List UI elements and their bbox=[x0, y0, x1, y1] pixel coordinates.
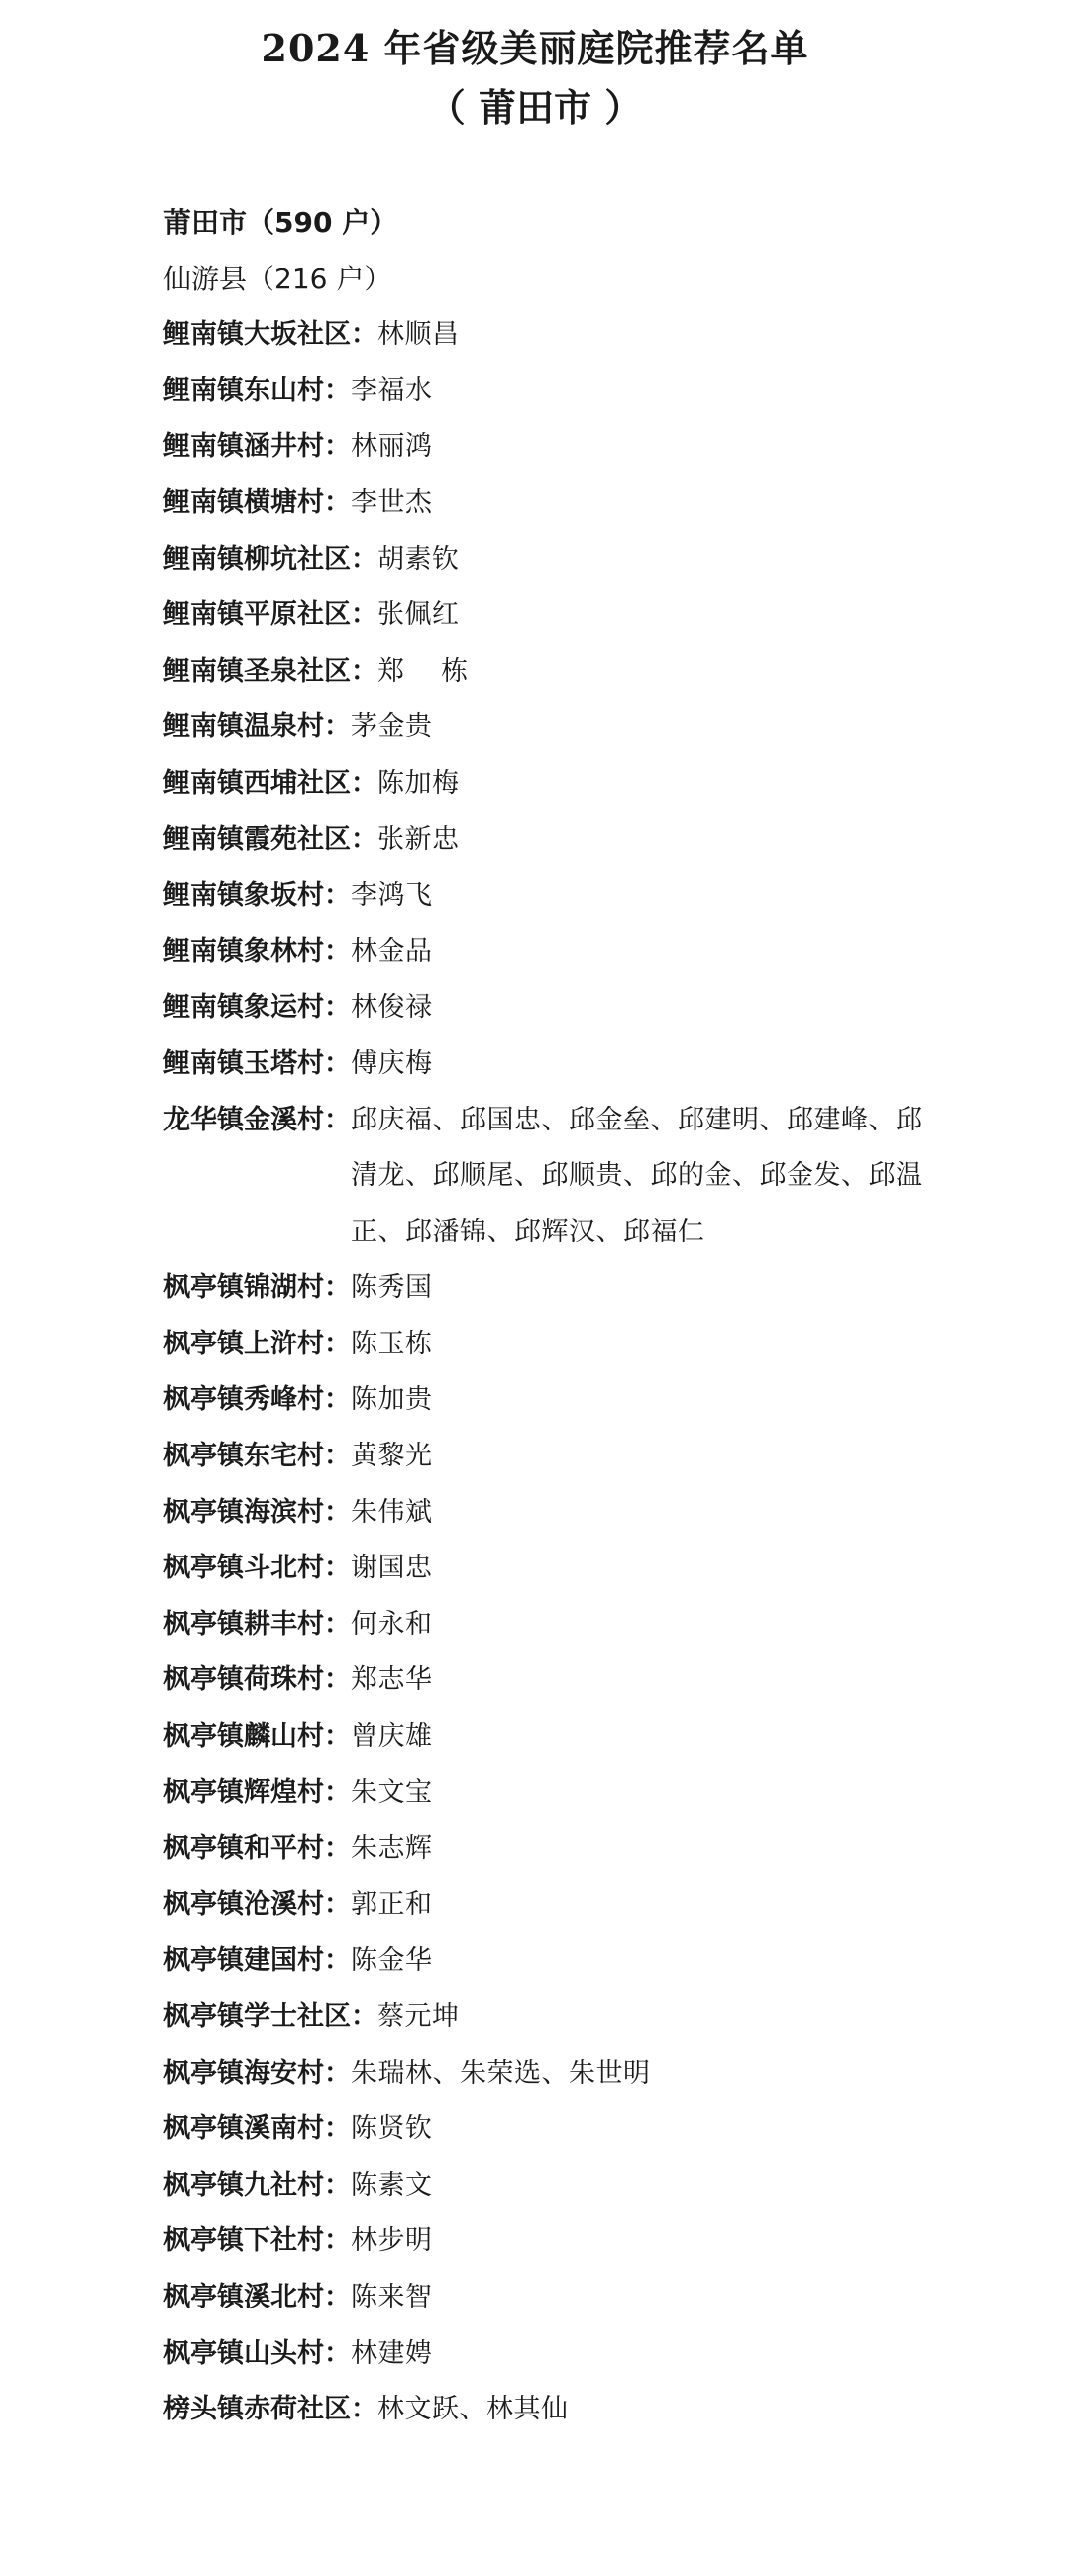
entry-place: 龙华镇金溪村 bbox=[163, 1104, 324, 1135]
entry-place: 枫亭镇耕丰村 bbox=[163, 1608, 324, 1640]
entry-place: 鲤南镇温泉村 bbox=[163, 711, 324, 743]
entry-place: 枫亭镇斗北村 bbox=[163, 1553, 324, 1584]
entry-names: 李福水 bbox=[351, 375, 433, 406]
list-item bbox=[163, 1036, 1035, 1093]
list-item bbox=[163, 868, 1035, 924]
entry-names: 林步明 bbox=[351, 2225, 433, 2257]
list-item bbox=[163, 1372, 1035, 1429]
list-item bbox=[163, 1709, 1035, 1766]
entry-names: 朱瑞林、朱荣选、朱世明 bbox=[351, 2057, 651, 2089]
entry-place: 枫亭镇溪北村 bbox=[163, 2281, 324, 2312]
entry-place: 枫亭镇海滨村 bbox=[163, 1496, 324, 1528]
list-item bbox=[163, 532, 1035, 589]
entry-names: 林建娉 bbox=[351, 2337, 433, 2369]
entry-place: 枫亭镇九社村 bbox=[163, 2169, 324, 2200]
entry-names: 谢国忠 bbox=[351, 1553, 433, 1584]
entry-separator: ： bbox=[324, 1776, 351, 1808]
page-subtitle: （ 莆田市 ） bbox=[427, 85, 643, 130]
list-item bbox=[163, 2046, 1035, 2102]
list-item bbox=[163, 1541, 1035, 1597]
entry-names: 陈素文 bbox=[351, 2169, 433, 2200]
entry-names: 陈加贵 bbox=[351, 1384, 433, 1416]
list-item bbox=[163, 1597, 1035, 1654]
entry-names: 朱文宝 bbox=[351, 1776, 433, 1808]
entry-place: 枫亭镇沧溪村 bbox=[163, 1888, 324, 1920]
entry-separator: ： bbox=[351, 543, 377, 575]
entry-names: 蔡元坤 bbox=[377, 2001, 460, 2032]
entry-place: 枫亭镇东宅村 bbox=[163, 1441, 324, 1472]
list-item bbox=[163, 756, 1035, 812]
entry-separator: ： bbox=[324, 1272, 351, 1304]
entry-names: 陈贤钦 bbox=[351, 2113, 433, 2145]
entry-names: 李世杰 bbox=[351, 486, 433, 518]
entry-names: 李鸿飞 bbox=[351, 880, 433, 912]
entry-place: 鲤南镇大坂社区 bbox=[163, 319, 351, 351]
entry-place: 枫亭镇锦湖村 bbox=[163, 1272, 324, 1304]
entry-place: 鲤南镇圣泉社区 bbox=[163, 655, 351, 687]
list-item bbox=[163, 644, 1035, 700]
entry-separator: ： bbox=[324, 2057, 351, 2089]
entry-place: 鲤南镇横塘村 bbox=[163, 486, 324, 518]
entry-separator: ： bbox=[324, 880, 351, 912]
entry-place: 枫亭镇麟山村 bbox=[163, 1721, 324, 1753]
entry-names: 张佩红 bbox=[377, 599, 460, 631]
list-item bbox=[163, 1429, 1035, 1485]
entry-separator: ： bbox=[324, 2113, 351, 2145]
entry-place: 鲤南镇霞苑社区 bbox=[163, 823, 351, 855]
list-item bbox=[163, 419, 1035, 476]
entry-separator: ： bbox=[324, 1441, 351, 1472]
title-block bbox=[0, 20, 1070, 137]
entry-separator: ： bbox=[324, 375, 351, 406]
list-item bbox=[163, 364, 1035, 420]
entry-place: 榜头镇赤荷社区 bbox=[163, 2394, 351, 2425]
list-item bbox=[163, 1653, 1035, 1709]
entry-separator: ： bbox=[324, 1496, 351, 1528]
entry-separator: ： bbox=[324, 1384, 351, 1416]
entry-names: 陈玉栋 bbox=[351, 1328, 433, 1359]
entry-place: 枫亭镇荷珠村 bbox=[163, 1664, 324, 1696]
list-item bbox=[163, 1260, 1035, 1317]
city-heading: 莆田市（590 户） bbox=[163, 206, 398, 239]
entry-place: 枫亭镇海安村 bbox=[163, 2057, 324, 2089]
entry-names: 林文跃、林其仙 bbox=[377, 2394, 569, 2425]
entry-names: 黄黎光 bbox=[351, 1441, 433, 1472]
entry-place: 鲤南镇象坂村 bbox=[163, 880, 324, 912]
county-heading: 仙游县（216 户） bbox=[163, 262, 392, 295]
list-item bbox=[163, 2101, 1035, 2158]
list-item bbox=[163, 1989, 1035, 2046]
entry-place: 鲤南镇柳坑社区 bbox=[163, 543, 351, 575]
entry-place: 枫亭镇建国村 bbox=[163, 1945, 324, 1977]
entry-place: 鲤南镇平原社区 bbox=[163, 599, 351, 631]
list-item bbox=[163, 1878, 1035, 1934]
entry-separator: ： bbox=[351, 767, 377, 799]
entry-names: 郭正和 bbox=[351, 1888, 433, 1920]
entry-separator: ： bbox=[324, 2337, 351, 2369]
recommendation-list bbox=[163, 195, 1035, 2438]
entry-names: 陈来智 bbox=[351, 2281, 433, 2312]
entry-place: 鲤南镇象林村 bbox=[163, 935, 324, 967]
entry-names: 张新忠 bbox=[377, 823, 460, 855]
entry-separator: ： bbox=[324, 1833, 351, 1865]
entry-names: 郑志华 bbox=[351, 1664, 433, 1696]
entry-separator: ： bbox=[351, 823, 377, 855]
entry-separator: ： bbox=[324, 1553, 351, 1584]
entry-separator: ： bbox=[324, 935, 351, 967]
list-item bbox=[163, 1766, 1035, 1822]
entry-separator: ： bbox=[351, 2394, 377, 2425]
entry-separator: ： bbox=[351, 2001, 377, 2032]
entry-place: 鲤南镇玉塔村 bbox=[163, 1047, 324, 1079]
entry-separator: ： bbox=[351, 655, 377, 687]
entry-place: 枫亭镇下社村 bbox=[163, 2225, 324, 2257]
entry-separator: ： bbox=[324, 711, 351, 743]
entry-names: 朱伟斌 bbox=[351, 1496, 433, 1528]
entry-separator: ： bbox=[324, 1608, 351, 1640]
entry-separator: ： bbox=[324, 1888, 351, 1920]
entry-names: 林金品 bbox=[351, 935, 433, 967]
list-item bbox=[163, 2158, 1035, 2214]
list-item bbox=[163, 1317, 1035, 1373]
entry-names: 茅金贵 bbox=[351, 711, 433, 743]
entry-place: 鲤南镇东山村 bbox=[163, 375, 324, 406]
list-item bbox=[163, 924, 1035, 981]
entry-separator: ： bbox=[324, 431, 351, 463]
entry-names: 曾庆雄 bbox=[351, 1721, 433, 1753]
entry-names: 林丽鸿 bbox=[351, 431, 433, 463]
list-item bbox=[163, 699, 1035, 756]
list-item bbox=[163, 2382, 1035, 2438]
entry-names: 林俊禄 bbox=[351, 992, 433, 1023]
entry-place: 枫亭镇辉煌村 bbox=[163, 1776, 324, 1808]
list-item bbox=[163, 307, 1035, 364]
entry-separator: ： bbox=[324, 2225, 351, 2257]
entry-place: 枫亭镇秀峰村 bbox=[163, 1384, 324, 1416]
entry-separator: ： bbox=[324, 486, 351, 518]
list-item bbox=[163, 1933, 1035, 1989]
list-item bbox=[163, 1485, 1035, 1542]
entry-names: 朱志辉 bbox=[351, 1833, 433, 1865]
list-item bbox=[163, 2270, 1035, 2326]
entry-place: 枫亭镇山头村 bbox=[163, 2337, 324, 2369]
entry-separator: ： bbox=[324, 2169, 351, 2200]
entry-names: 陈加梅 bbox=[377, 767, 460, 799]
entry-place: 枫亭镇溪南村 bbox=[163, 2113, 324, 2145]
entry-separator: ： bbox=[324, 2281, 351, 2312]
list-item bbox=[163, 2213, 1035, 2270]
list-item bbox=[163, 1093, 1035, 1261]
entry-place: 枫亭镇学士社区 bbox=[163, 2001, 351, 2032]
list-item bbox=[163, 2326, 1035, 2383]
entry-names: 林顺昌 bbox=[377, 319, 460, 351]
entry-separator: ： bbox=[324, 1104, 351, 1135]
entry-names: 邱庆福、邱国忠、邱金垒、邱建明、邱建峰、邱清龙、邱顺尾、邱顺贵、邱的金、邱金发、邱温正、邱潘锦、邱辉汉、邱福仁 bbox=[351, 1104, 923, 1247]
entry-separator: ： bbox=[324, 1328, 351, 1359]
entry-names: 胡素钦 bbox=[377, 543, 460, 575]
entry-names: 陈金华 bbox=[351, 1945, 433, 1977]
list-item bbox=[163, 476, 1035, 532]
entry-place: 枫亭镇和平村 bbox=[163, 1833, 324, 1865]
entry-names: 陈秀国 bbox=[351, 1272, 433, 1304]
list-item bbox=[163, 588, 1035, 644]
entry-names: 郑 栋 bbox=[377, 655, 469, 687]
entry-names: 傅庆梅 bbox=[351, 1047, 433, 1079]
entry-separator: ： bbox=[351, 319, 377, 351]
page-title: 2024 年省级美丽庭院推荐名单 bbox=[261, 26, 809, 70]
entry-names: 何永和 bbox=[351, 1608, 433, 1640]
entry-separator: ： bbox=[324, 1721, 351, 1753]
entry-separator: ： bbox=[324, 1664, 351, 1696]
entry-place: 鲤南镇西埔社区 bbox=[163, 767, 351, 799]
entry-separator: ： bbox=[324, 992, 351, 1023]
entry-separator: ： bbox=[351, 599, 377, 631]
list-item bbox=[163, 812, 1035, 869]
entry-separator: ： bbox=[324, 1047, 351, 1079]
entry-place: 鲤南镇象运村 bbox=[163, 992, 324, 1023]
entry-place: 枫亭镇上浒村 bbox=[163, 1328, 324, 1359]
list-item bbox=[163, 1821, 1035, 1878]
entry-separator: ： bbox=[324, 1945, 351, 1977]
entry-place: 鲤南镇涵井村 bbox=[163, 431, 324, 463]
list-item bbox=[163, 980, 1035, 1036]
